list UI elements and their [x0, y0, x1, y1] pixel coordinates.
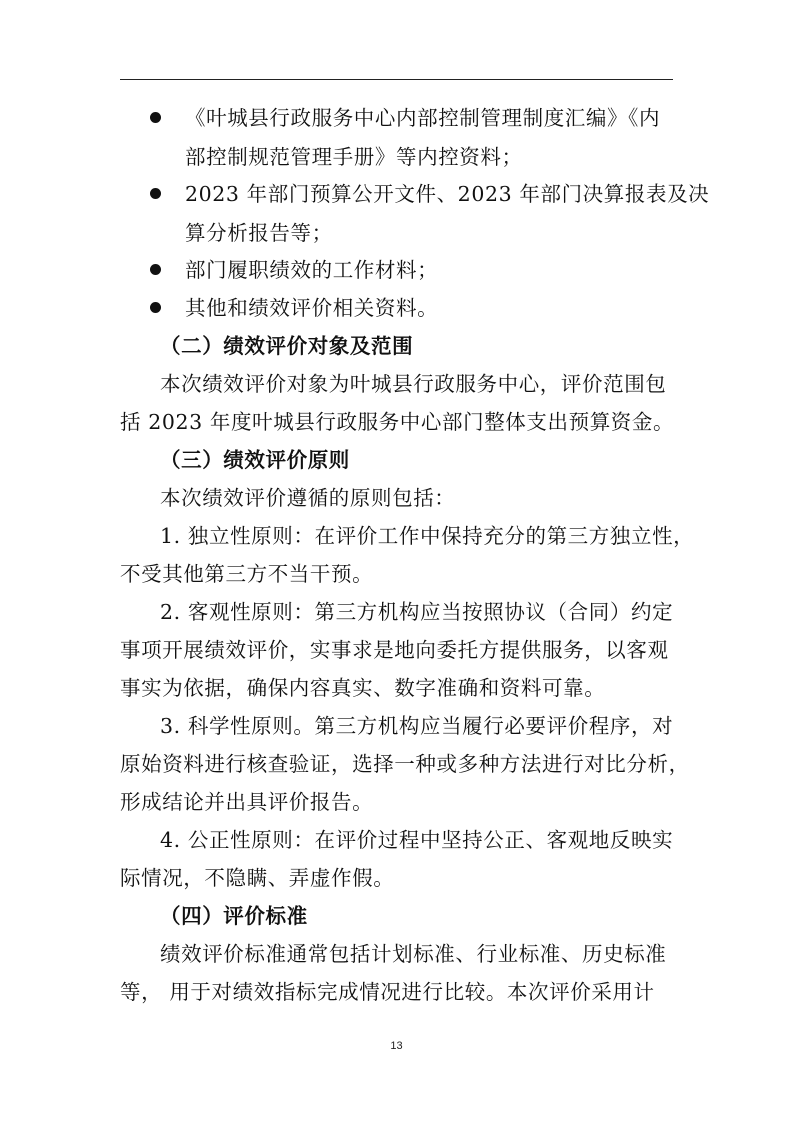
header-rule — [120, 79, 673, 80]
paragraph-line: 绩效评价标准通常包括计划标准、行业标准、历史标准 — [160, 942, 667, 966]
bullet-icon — [150, 188, 161, 199]
paragraph-line: 事实为依据，确保内容真实、数字准确和资料可靠。 — [120, 676, 606, 700]
paragraph-line: 原始资料进行核查验证，选择一种或多种方法进行对比分析， — [120, 752, 690, 776]
paragraph-line: 4. 公正性原则：在评价过程中坚持公正、客观地反映实 — [160, 828, 674, 852]
paragraph-line: 1. 独立性原则：在评价工作中保持充分的第三方独立性， — [160, 524, 695, 548]
bullet-icon — [150, 302, 161, 313]
paragraph-line: 不受其他第三方不当干预。 — [120, 562, 374, 586]
list-item-line: 2023 年部门预算公开文件、2023 年部门决算报表及决 — [185, 182, 710, 206]
paragraph-line: 3. 科学性原则。第三方机构应当履行必要评价程序，对 — [160, 714, 674, 738]
list-item-line: 部控制规范管理手册》等内控资料； — [185, 145, 523, 169]
section-heading: （三）绩效评价原则 — [160, 448, 350, 472]
paragraph-line: 括 2023 年度叶城县行政服务中心部门整体支出预算资金。 — [120, 410, 675, 434]
paragraph-line: 等， 用于对绩效指标完成情况进行比较。本次评价采用计 — [120, 980, 655, 1004]
paragraph-line: 形成结论并出具评价报告。 — [120, 790, 374, 814]
paragraph-line: 事项开展绩效评价，实事求是地向委托方提供服务，以客观 — [120, 638, 669, 662]
paragraph-line: 本次绩效评价对象为叶城县行政服务中心，评价范围包 — [160, 372, 667, 396]
section-heading: （二）绩效评价对象及范围 — [160, 334, 414, 358]
list-item-line: 其他和绩效评价相关资料。 — [185, 296, 439, 320]
page-number: 13 — [390, 1040, 403, 1052]
paragraph-line: 2. 客观性原则：第三方机构应当按照协议（合同）约定 — [160, 600, 674, 624]
list-item-line: 算分析报告等； — [185, 221, 333, 245]
list-item-line: 《叶城县行政服务中心内部控制管理制度汇编》《内 — [185, 106, 661, 130]
paragraph-line: 本次绩效评价遵循的原则包括： — [160, 486, 456, 510]
paragraph-line: 际情况，不隐瞒、弄虚作假。 — [120, 866, 395, 890]
list-item-line: 部门履职绩效的工作材料； — [185, 258, 439, 282]
bullet-icon — [150, 112, 161, 123]
section-heading: （四）评价标准 — [160, 904, 308, 928]
bullet-icon — [150, 264, 161, 275]
